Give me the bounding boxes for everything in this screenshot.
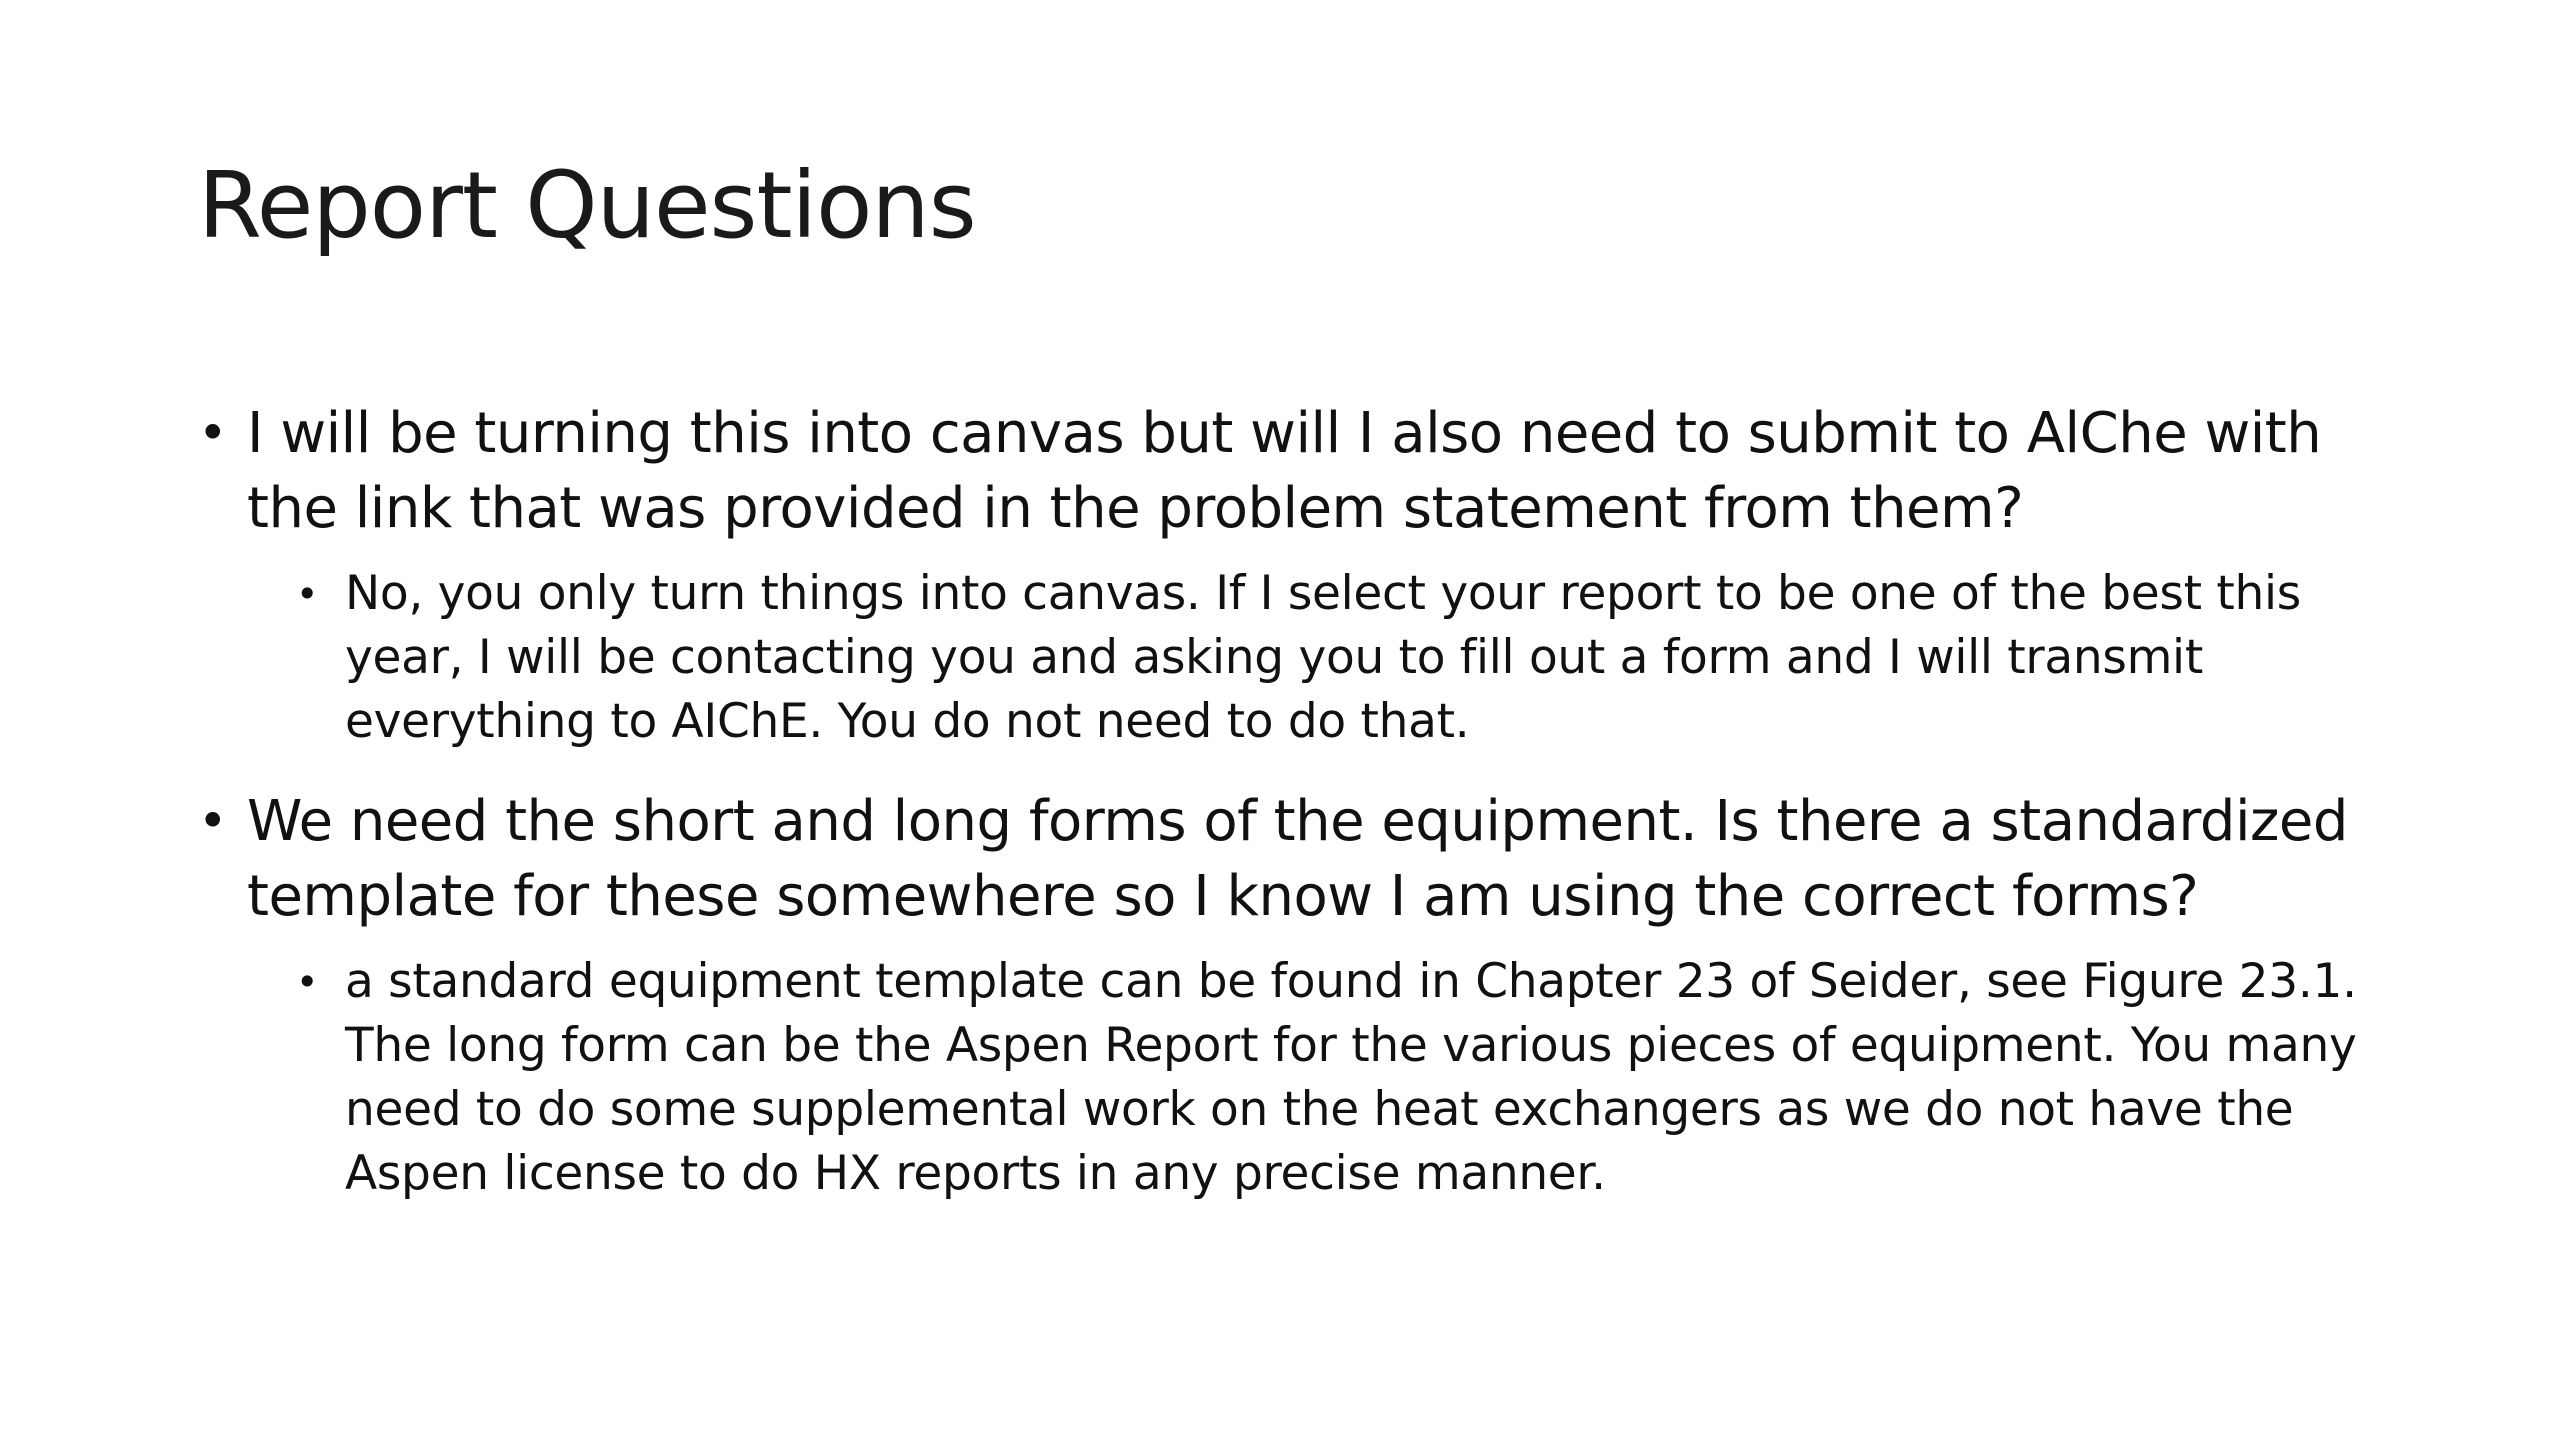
answer-2 xyxy=(296,950,2408,1206)
question-1 xyxy=(198,396,2408,546)
bullet-icon: • xyxy=(296,572,319,616)
answer-2-text: a standard equipment template can be found in Chapter 23 of Seider, see Figure 23.1. The long form can be the Aspen Report for the various pieces of equipment. You many need to do some supplemental work on the heat exchangers as we do not have the Aspen license to do HX reports in any precise manner. xyxy=(345,954,2357,1201)
question-1-text: I will be turning this into canvas but will I also need to submit to AlChe with the link that was provided in the problem statement from them? xyxy=(247,401,2322,541)
answer-1-text: No, you only turn things into canvas. If I select your report to be one of the best this year, I will be contacting you and asking you to fill out a form and I will transmit everything to AIChE. You do not need to do that. xyxy=(345,566,2301,749)
slide-title: Report Questions xyxy=(198,152,976,259)
answer-1 xyxy=(296,562,2408,754)
question-2 xyxy=(198,784,2408,934)
slide-content xyxy=(198,396,2408,1206)
bullet-icon: • xyxy=(198,404,227,462)
question-2-text: We need the short and long forms of the equipment. Is there a standardized template for these somewhere so I know I am using the correct forms? xyxy=(247,789,2348,929)
bullet-icon: • xyxy=(198,792,227,850)
spacer xyxy=(198,754,2408,784)
bullet-icon: • xyxy=(296,960,319,1004)
